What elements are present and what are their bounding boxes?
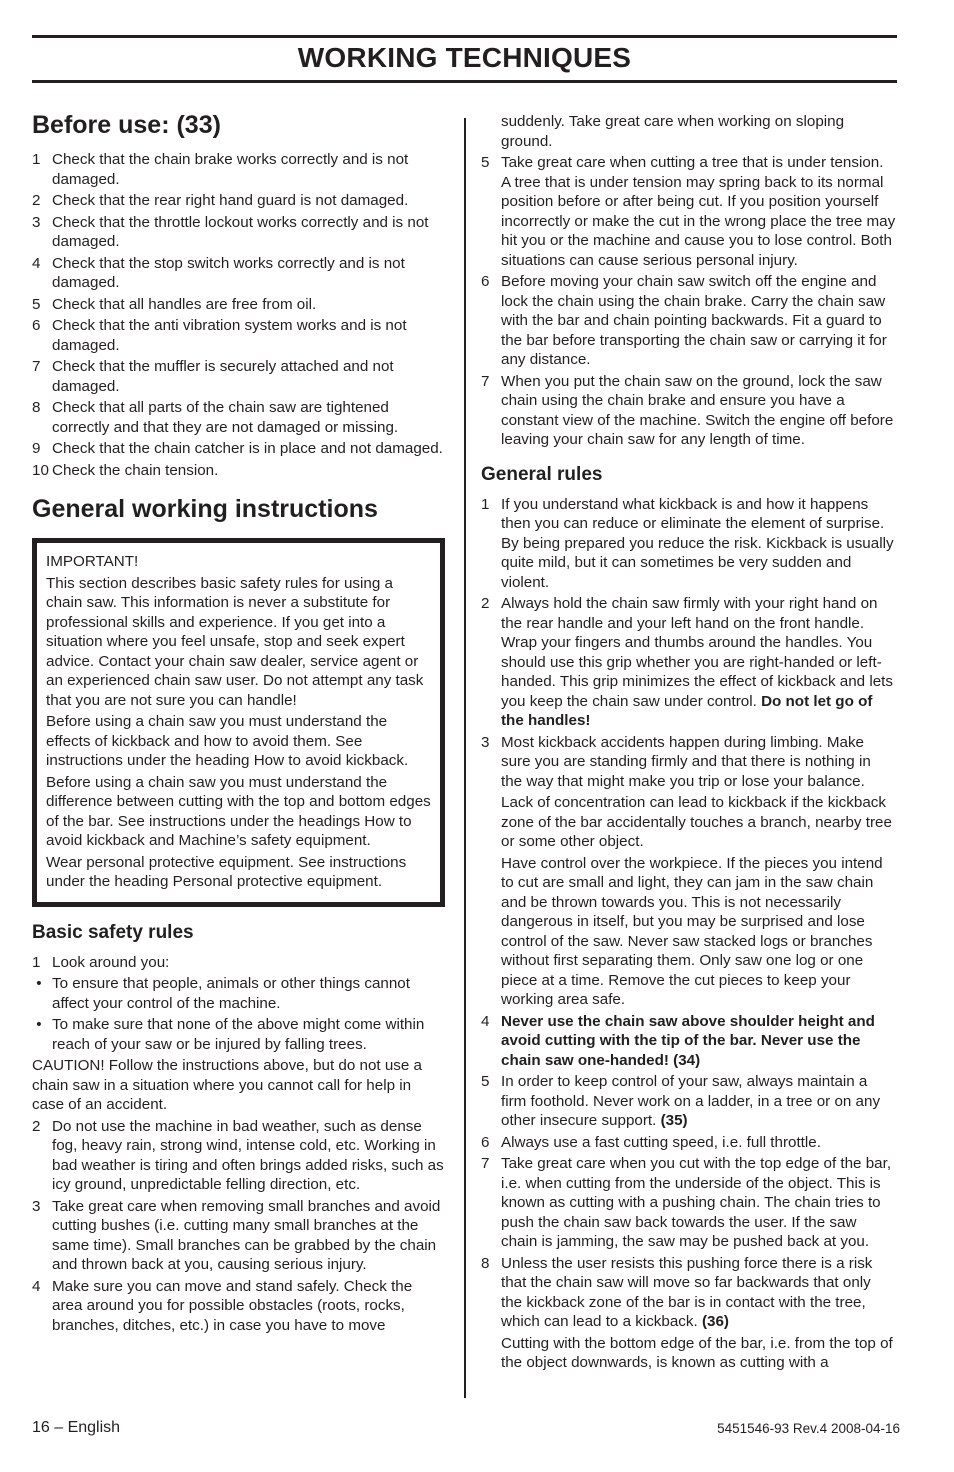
header-bottom-rule — [32, 80, 897, 83]
general-working-heading: General working instructions — [32, 495, 378, 523]
left-column — [32, 110, 445, 1337]
list-item: 4 Never use the chain saw above shoulder height and avoid cutting with the tip of the bar. Never use the chain saw one-handed! (34) — [481, 1012, 896, 1071]
list-item: 8 Check that all parts of the chain saw are tightened correctly and that they are not damaged or missing. — [32, 399, 399, 436]
important-paragraph: Before using a chain saw you must understand the effects of kickback and how to avoid them. See instructions under the heading How to avoid kickback. — [46, 713, 409, 769]
emphasis-text: Never use the chain saw above shoulder height and avoid cutting with the tip of the bar. Never use the chain saw one-handed! (34) — [501, 1012, 875, 1069]
list-item: 10 Check the chain tension. — [32, 461, 219, 479]
list-item: 7 When you put the chain saw on the ground, lock the saw chain using the chain brake and ensure you have a constant view of the machine. Switch the engine off before leaving your chain saw for any length of time. — [481, 372, 894, 448]
list-item: 5 Check that all handles are free from oil. — [32, 295, 317, 313]
list-item: 7 Take great care when you cut with the top edge of the bar, i.e. when cutting from the underside of the object. This is known as cutting with a pushing chain. The chain tries to push the chain saw back towards the user. If the saw chain is jamming, the saw may be pushed back at you. — [481, 1155, 892, 1250]
before-use-list — [32, 150, 445, 480]
before-use-heading: Before use: (33) — [32, 111, 221, 139]
list-item: 4 Check that the stop switch works correctly and is not damaged. — [32, 254, 405, 291]
page-header-title: WORKING TECHNIQUES — [297, 42, 632, 73]
important-label: IMPORTANT! — [46, 553, 139, 570]
bullet-icon: • — [32, 975, 42, 992]
basic-safety-heading: Basic safety rules — [32, 921, 194, 943]
list-item-paragraph: Lack of concentration can lead to kickback if the kickback zone of the bar accidentally touches a branch, nearby tree or some other object. — [501, 794, 892, 850]
list-item: 1 Check that the chain brake works correctly and is not damaged. — [32, 151, 409, 188]
document-id: 5451546-93 Rev.4 2008-04-16 — [717, 1421, 900, 1436]
figure-ref: (36) — [701, 1313, 729, 1330]
list-item: 1 Look around you: — [32, 953, 170, 971]
bullet-item: • To ensure that people, animals or other things cannot affect your control of the machine. — [32, 975, 410, 1012]
list-item-paragraph: Cutting with the bottom edge of the bar, i.e. from the top of the object downwards, is known as cutting with a — [501, 1334, 893, 1371]
list-item: 8 Unless the user resists this pushing force there is a risk that the chain saw will move so far backwards that only the kickback zone of the bar is in contact with the tree, which can lead to a kickback. (36) — [481, 1254, 873, 1330]
list-item: 7 Check that the muffler is securely attached and not damaged. — [32, 358, 394, 395]
important-notice-box — [32, 538, 445, 907]
emphasis-text: Do not let go of the handles! — [501, 692, 873, 729]
list-item: 2 Always hold the chain saw firmly with your right hand on the rear handle and your left hand on the front handle. Wrap your fingers and thumbs around the handles. You should use this grip whether you are right-handed or left-handed. This grip minimizes the effect of kickback and lets you keep the chain saw under control. Do not let go of the handles! — [481, 595, 893, 729]
bullet-item: • To make sure that none of the above might come within reach of your saw or be injured by falling trees. — [32, 1016, 425, 1053]
list-item: 5 In order to keep control of your saw, always maintain a firm foothold. Never work on a ladder, in a tree or on any other insecure support. (35) — [481, 1073, 881, 1129]
important-paragraph: Wear personal protective equipment. See instructions under the heading Personal protective equipment. — [46, 853, 407, 890]
list-item: 6 Before moving your chain saw switch off the engine and lock the chain using the chain brake. Carry the chain saw with the bar and chain pointing backwards. Fit a guard to the bar before transporting the chain saw or carrying it for any distance. — [481, 273, 887, 368]
right-column — [481, 112, 896, 1375]
continued-text: suddenly. Take great care when working on sloping ground. — [501, 113, 845, 150]
column-divider — [464, 118, 466, 1398]
list-item: 3 Take great care when removing small branches and avoid cutting bushes (i.e. cutting many small branches at the same time). Small branches can be grabbed by the chain and thrown back at you, causing serious injury. — [32, 1197, 441, 1273]
bullet-icon: • — [32, 1016, 42, 1033]
general-rules-heading: General rules — [481, 463, 603, 485]
header-top-rule — [32, 35, 897, 38]
important-paragraph: Before using a chain saw you must understand the difference between cutting with the top and bottom edges of the bar. See instructions under the headings How to avoid kickback and Machine’s safety equipment. — [46, 773, 431, 849]
list-item: 2 Do not use the machine in bad weather, such as dense fog, heavy rain, strong wind, intense cold, etc. Working in bad weather is tiring and often brings added risks, such as icy ground, unpredictable felling direction, etc. — [32, 1117, 444, 1193]
list-item: 4 Make sure you can move and stand safely. Check the area around you for possible obstacles (roots, rocks, branches, ditches, etc.) in case you have to move — [32, 1277, 413, 1334]
list-item-paragraph: Have control over the workpiece. If the pieces you intend to cut are small and light, they can jam in the saw chain and be thrown towards you. This is not necessarily dangerous in itself, but you may be surprised and lose control of the saw. Never saw stacked logs or branches without first separating them. Only saw one log or one piece at a time. Remove the cut pieces to keep your working area safe. — [501, 854, 883, 1008]
list-item: 6 Check that the anti vibration system works and is not damaged. — [32, 317, 407, 354]
list-item: 1 If you understand what kickback is and how it happens then you can reduce or eliminate the element of surprise. By being prepared you reduce the risk. Kickback is usually quite mild, but it can sometimes be very sudden and violent. — [481, 495, 894, 591]
list-item: 3 Most kickback accidents happen during limbing. Make sure you are standing firmly and that there is nothing in the way that might make you trip or lose your balance. — [481, 733, 871, 790]
list-item: 6 Always use a fast cutting speed, i.e. full throttle. — [481, 1133, 821, 1151]
list-item: 9 Check that the chain catcher is in place and not damaged. — [32, 440, 443, 457]
figure-ref: (35) — [660, 1112, 688, 1129]
important-paragraph: This section describes basic safety rules for using a chain saw. This information is never a substitute for professional skills and experience. If you get into a situation where you feel unsafe, stop and seek expert advice. Contact your chain saw dealer, service agent or an experienced chain saw user. Do not attempt any task that you are not sure you can handle! — [46, 574, 424, 709]
list-item: 3 Check that the throttle lockout works correctly and is not damaged. — [32, 213, 429, 250]
list-item: 2 Check that the rear right hand guard is not damaged. — [32, 192, 409, 209]
caution-text: CAUTION! Follow the instructions above, but do not use a chain saw in a situation where you cannot call for help in case of an accident. — [32, 1057, 423, 1113]
list-item: 5 Take great care when cutting a tree that is under tension. A tree that is under tension may spring back to its normal position before or after being cut. If you position yourself incorrectly or make the cut in the wrong place the tree may hit you or the machine and cause you to lose control. Both situations can cause serious personal injury. — [481, 154, 896, 269]
page-number: 16 – English — [32, 1419, 121, 1436]
